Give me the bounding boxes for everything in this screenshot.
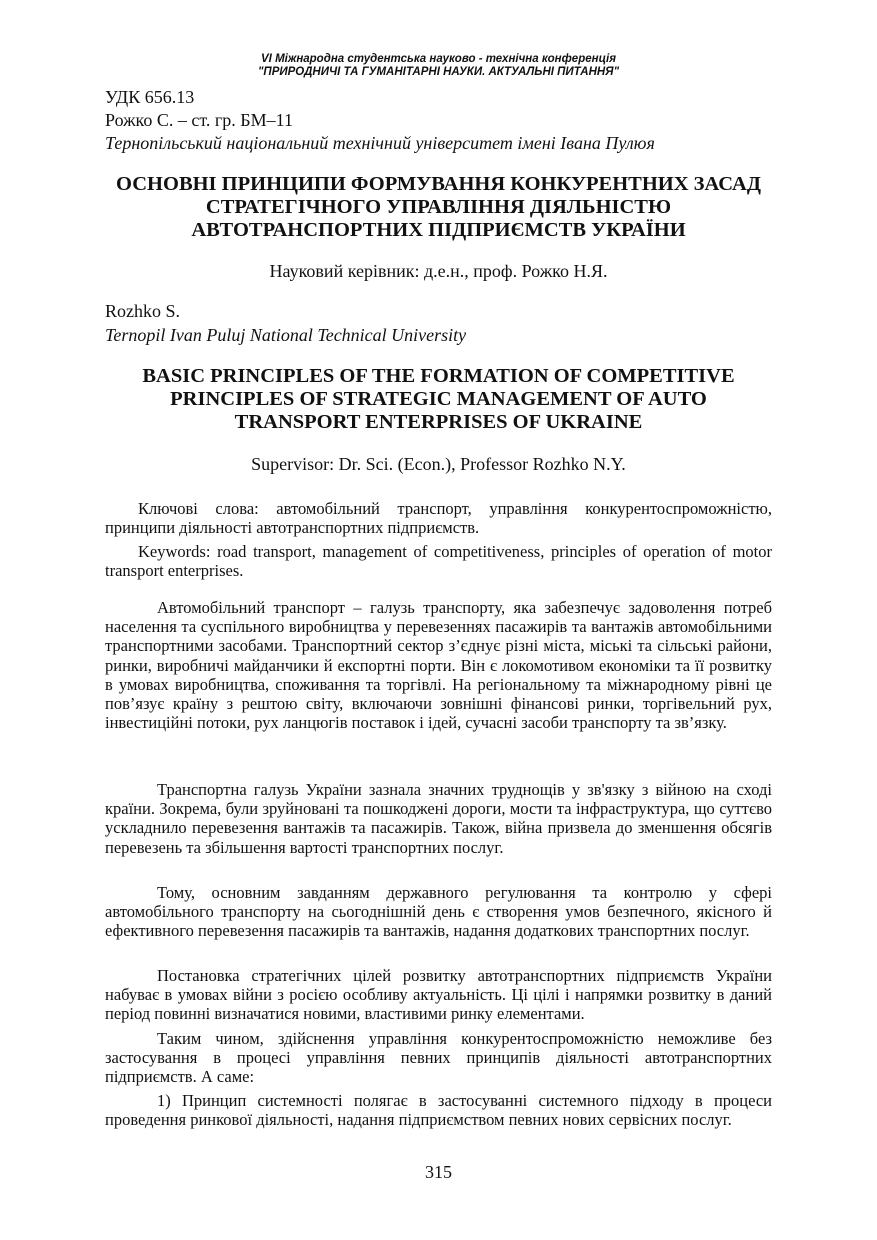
- title-ua-line-3: АВТОТРАНСПОРТНИХ ПІДПРИЄМСТВ УКРАЇНИ: [191, 219, 686, 241]
- author-en: Rozhko S.: [105, 301, 181, 321]
- supervisor-ua: Науковий керівник: д.е.н., проф. Рожко Н.Я.: [269, 261, 608, 281]
- keywords-en-text: Keywords: road transport, management of competitiveness, principles of operation of motor transport enterprises.: [105, 542, 772, 581]
- conference-header-line-1: VI Міжнародна студентська науково - технічна конференція: [261, 53, 616, 65]
- body-paragraph-4: [105, 966, 772, 1024]
- body-paragraph-4-text: Постановка стратегічних цілей розвитку автотранспортних підприємств України набуває в умовах війни з росією особливу актуальність. Ці цілі і напрямки розвитку в даний період повинні визначатися новими, властивими ринку елементами.: [105, 966, 772, 1024]
- body-paragraph-2-text: Транспортна галузь України зазнала значних труднощів у зв'язку з війною на сході країни. Зокрема, були зруйновані та пошкоджені дороги, мости та інфраструктура, що суттєво ускладнило перевезення вантажів та пасажирів. Також, війна призвела до зменшення обсягів перевезень та збільшення вартості транспортних послуг.: [105, 780, 772, 857]
- title-ua: [95, 173, 782, 242]
- page-number: 315: [425, 1162, 452, 1182]
- title-ua-line-2: СТРАТЕГІЧНОГО УПРАВЛІННЯ ДІЯЛЬНІСТЮ: [205, 196, 672, 218]
- body-paragraph-5-text: Таким чином, здійснення управління конкурентоспроможністю неможливе без застосування в процесі управління певних принципів діяльності автотранспортних підприємств. А саме:: [105, 1029, 772, 1087]
- supervisor-en: Supervisor: Dr. Sci. (Econ.), Professor Rozhko N.Y.: [251, 454, 626, 474]
- body-paragraph-6-text: 1) Принцип системності полягає в застосуванні системного підходу в процеси проведення ринкової діяльності, надання підприємством певних нових сервісних послуг.: [105, 1091, 772, 1130]
- keywords-en: [105, 542, 772, 580]
- title-en-line-1: BASIC PRINCIPLES OF THE FORMATION OF COMPETITIVE: [142, 365, 735, 387]
- affiliation-en: Ternopil Ivan Puluj National Technical University: [105, 325, 467, 345]
- conference-header-line-2: "ПРИРОДНИЧІ ТА ГУМАНІТАРНІ НАУКИ. АКТУАЛЬНІ ПИТАННЯ": [257, 66, 620, 78]
- body-paragraph-3-text: Тому, основним завданням державного регулювання та контролю у сфері автомобільного транспорту на сьогоднішній день є створення умов безпечного, якісного й ефективного перевезення пасажирів та вантажів, надання додаткових транспортних послуг.: [105, 883, 772, 941]
- body-paragraph-1-text: Автомобільний транспорт – галузь транспорту, яка забезпечує задоволення потреб населення та суспільного виробництва у перевезеннях пасажирів та вантажів автомобільними транспортними засобами. Транспортний сектор з’єднує різні міста, міські та сільські райони, ринки, виробничі майданчики й експортні порти. Він є локомотивом економіки та її розвитку в умовах виробництва, споживання та торгівлі. На регіональному та міжнародному рівні це пов’язує країну з рештою світу, включаючи зовнішні фінансові ринки, торгівельний рух, інвестиційні потоки, рух ланцюгів поставок і ідей, сучасні засоби транспорту та зв’язку.: [105, 598, 772, 733]
- title-en-line-2: PRINCIPLES OF STRATEGIC MANAGEMENT OF AUTO: [170, 388, 707, 410]
- body-paragraph-3: [105, 883, 772, 941]
- affiliation-ua: Тернопільський національний технічний університет імені Івана Пулюя: [105, 133, 655, 153]
- body-paragraph-1: [105, 598, 772, 732]
- keywords-ua: [105, 499, 772, 537]
- body-paragraph-2: [105, 780, 772, 857]
- title-en-line-3: TRANSPORT ENTERPRISES OF UKRAINE: [234, 411, 643, 433]
- keywords-ua-text: Ключові слова: автомобільний транспорт, управління конкурентоспроможністю, принципи діяльності автотранспортних підприємств.: [105, 499, 772, 538]
- body-paragraph-6: [105, 1091, 772, 1129]
- author-ua: Рожко С. – ст. гр. БМ–11: [105, 110, 293, 130]
- title-ua-line-1: ОСНОВНІ ПРИНЦИПИ ФОРМУВАННЯ КОНКУРЕНТНИХ ЗАСАД: [116, 173, 761, 195]
- body-paragraph-5: [105, 1029, 772, 1087]
- title-en: [95, 365, 782, 434]
- udc-code: УДК 656.13: [105, 87, 195, 107]
